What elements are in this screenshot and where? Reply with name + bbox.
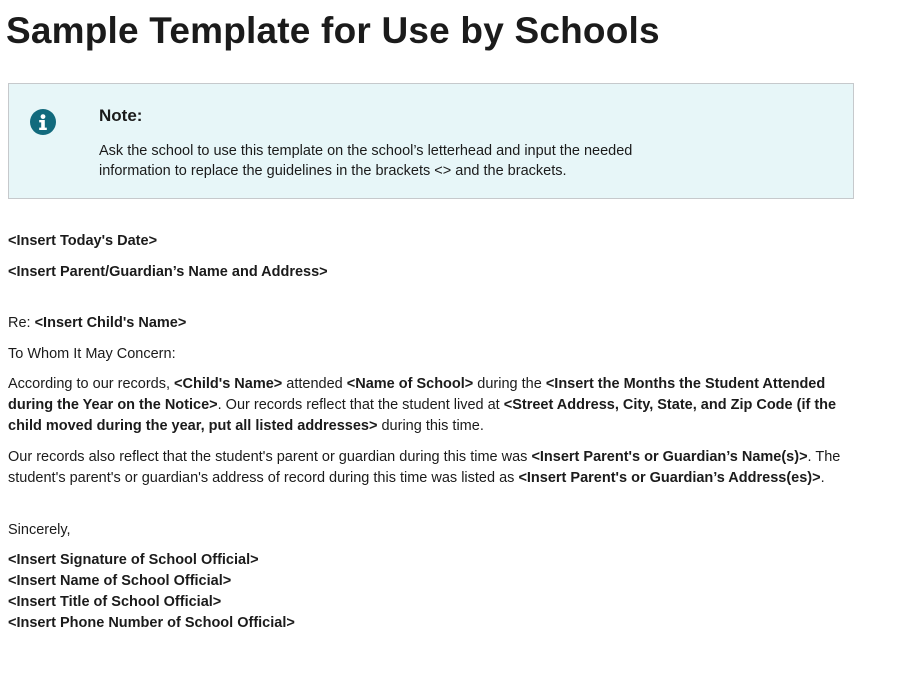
child-name-placeholder: <Child's Name> (174, 376, 283, 392)
info-icon (30, 109, 56, 135)
official-name-placeholder: <Insert Name of School Official> (8, 573, 232, 589)
signature-placeholder: <Insert Signature of School Official> (8, 552, 259, 568)
months-attended-placeholder: <Insert the Months the Student Attended during the Year on the Notice> (8, 376, 826, 413)
note-body: Ask the school to use this template on the school’s letterhead and input the needed information to replace the guidelines in the brackets <> and the brackets. (99, 143, 633, 179)
official-title-placeholder: <Insert Title of School Official> (8, 594, 222, 610)
note-alert (8, 83, 854, 199)
letter-greeting: To Whom It May Concern: (8, 346, 176, 362)
official-phone-placeholder: <Insert Phone Number of School Official> (8, 615, 295, 631)
para2-text: . The student's parent's or guardian's address of record during this time was listed as (8, 449, 841, 486)
para2-text: Our records also reflect that the student's parent or guardian during this time was (8, 449, 532, 465)
letter-parent-address-placeholder: <Insert Parent/Guardian’s Name and Address> (8, 264, 328, 280)
letter-signature-block (8, 550, 295, 634)
para1-text: attended (282, 376, 347, 392)
street-address-placeholder: <Street Address, City, State, and Zip Code (if the child moved during the year, put all listed addresses> (8, 397, 837, 434)
para2-text: . (820, 470, 825, 486)
letter-date-placeholder: <Insert Today's Date> (8, 233, 158, 249)
guardian-name-placeholder: <Insert Parent's or Guardian’s Name(s)> (531, 449, 808, 465)
para1-text: . Our records reflect that the student lived at (217, 397, 504, 413)
para1-text: According to our records, (8, 376, 175, 392)
re-child-name-placeholder: <Insert Child's Name> (34, 315, 187, 331)
school-name-placeholder: <Name of School> (346, 376, 474, 392)
letter-closing: Sincerely, (8, 522, 71, 538)
page-title: Sample Template for Use by Schools (6, 10, 660, 51)
note-heading: Note: (99, 106, 143, 125)
letter-paragraph-guardian (8, 447, 868, 489)
para1-text: during the (473, 376, 546, 392)
letter-re-line (8, 313, 186, 334)
letter-paragraph-attendance (8, 374, 868, 437)
guardian-address-placeholder: <Insert Parent's or Guardian’s Address(es)> (518, 470, 821, 486)
para1-text: during this time. (377, 418, 484, 434)
re-label: Re: (8, 315, 35, 331)
